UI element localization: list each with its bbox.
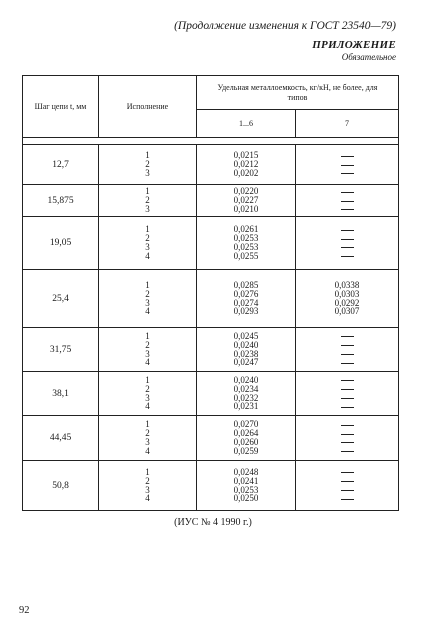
dash-mark bbox=[296, 385, 398, 394]
dash-glyph bbox=[341, 161, 354, 170]
value-1-6-value: 0,0285 bbox=[233, 279, 259, 290]
value-1-6-value: 0,0240 bbox=[233, 339, 259, 350]
value-1-6-value: 0,0227 bbox=[233, 195, 259, 206]
dash-glyph bbox=[341, 205, 354, 214]
value-1-6-value: 0,0238 bbox=[233, 348, 259, 359]
dash-mark bbox=[296, 468, 398, 477]
dash-glyph bbox=[341, 243, 354, 252]
version-value: 1 bbox=[145, 466, 150, 477]
value-1-6-value: 0,0215 bbox=[233, 150, 259, 161]
dash-mark bbox=[296, 494, 398, 503]
value-1-6-cell bbox=[197, 328, 296, 372]
pitch-cell: 19,05 bbox=[23, 217, 99, 270]
value-1-6-value: 0,0264 bbox=[233, 428, 259, 439]
value-1-6-cell bbox=[197, 416, 296, 461]
dash-glyph bbox=[341, 430, 354, 439]
version-value: 3 bbox=[145, 203, 150, 214]
page-number: 92 bbox=[19, 605, 30, 616]
version-value: 4 bbox=[145, 357, 150, 368]
version-value: 4 bbox=[145, 445, 150, 456]
continuation-note: (Продолжение изменения к ГОСТ 23540—79) bbox=[174, 20, 396, 32]
value-7-cell bbox=[296, 185, 399, 217]
version-value: 4 bbox=[145, 493, 150, 504]
pitch-cell: 31,75 bbox=[23, 328, 99, 372]
version-value: 2 bbox=[145, 428, 150, 439]
version-value: 4 bbox=[145, 401, 150, 412]
dash-glyph bbox=[341, 341, 354, 350]
version-value: 2 bbox=[145, 339, 150, 350]
value-1-6-value: 0,0261 bbox=[233, 224, 259, 235]
dash-glyph bbox=[341, 376, 354, 385]
value-1-6-value: 0,0255 bbox=[233, 250, 259, 261]
dash-glyph bbox=[341, 394, 354, 403]
pitch-cell: 12,7 bbox=[23, 145, 99, 185]
dash-mark bbox=[296, 196, 398, 205]
table-row bbox=[23, 217, 399, 270]
col-header-pitch: Шаг цепи t, мм bbox=[23, 76, 99, 138]
version-value: 1 bbox=[145, 150, 150, 161]
value-1-6-value: 0,0220 bbox=[233, 186, 259, 197]
dash-mark bbox=[296, 160, 398, 169]
value-1-6-value: 0,0248 bbox=[233, 466, 259, 477]
pitch-cell: 38,1 bbox=[23, 372, 99, 416]
metal-intensity-table bbox=[22, 75, 399, 511]
version-value: 2 bbox=[145, 383, 150, 394]
value-7-cell bbox=[296, 416, 399, 461]
dash-mark bbox=[296, 438, 398, 447]
dash-mark bbox=[296, 341, 398, 350]
value-1-6-value: 0,0270 bbox=[233, 419, 259, 430]
value-1-6-value: 0,0241 bbox=[233, 475, 259, 486]
footer-note: (ИУС № 4 1990 г.) bbox=[174, 517, 252, 528]
version-value: 2 bbox=[145, 159, 150, 170]
pitch-cell: 25,4 bbox=[23, 270, 99, 328]
value-1-6-value: 0,0247 bbox=[233, 357, 259, 368]
value-1-6-cell bbox=[197, 372, 296, 416]
value-1-6-value: 0,0240 bbox=[233, 374, 259, 385]
version-value: 2 bbox=[145, 288, 150, 299]
value-1-6-value: 0,0210 bbox=[233, 203, 259, 214]
dash-mark bbox=[296, 376, 398, 385]
version-value: 1 bbox=[145, 330, 150, 341]
value-1-6-value: 0,0231 bbox=[233, 401, 259, 412]
value-1-6-cell bbox=[197, 145, 296, 185]
pitch-cell: 15,875 bbox=[23, 185, 99, 217]
value-7-cell bbox=[296, 145, 399, 185]
value-7-cell bbox=[296, 328, 399, 372]
value-1-6-cell bbox=[197, 270, 296, 328]
dash-mark bbox=[296, 429, 398, 438]
dash-glyph bbox=[341, 468, 354, 477]
dash-glyph bbox=[341, 235, 354, 244]
dash-mark bbox=[296, 358, 398, 367]
dash-mark bbox=[296, 151, 398, 160]
value-7-value: 0,0338 bbox=[334, 279, 360, 290]
dash-mark bbox=[296, 234, 398, 243]
table-row bbox=[23, 185, 399, 217]
dash-mark bbox=[296, 252, 398, 261]
version-cell bbox=[99, 270, 197, 328]
value-7-value: 0,0292 bbox=[334, 297, 360, 308]
col-header-type-7: 7 bbox=[296, 110, 399, 138]
dash-glyph bbox=[341, 350, 354, 359]
pitch-cell: 44,45 bbox=[23, 416, 99, 461]
dash-glyph bbox=[341, 226, 354, 235]
appendix-title: ПРИЛОЖЕНИЕ bbox=[312, 39, 396, 51]
value-7-value: 0,0303 bbox=[334, 288, 360, 299]
table-row bbox=[23, 416, 399, 461]
version-value: 3 bbox=[145, 297, 150, 308]
col-header-type-1-6: 1...6 bbox=[197, 110, 296, 138]
dash-mark bbox=[296, 187, 398, 196]
pitch-cell: 50,8 bbox=[23, 461, 99, 511]
value-1-6-value: 0,0276 bbox=[233, 288, 259, 299]
value-7-cell bbox=[296, 372, 399, 416]
version-cell bbox=[99, 217, 197, 270]
value-1-6-value: 0,0293 bbox=[233, 306, 259, 317]
version-cell bbox=[99, 461, 197, 511]
version-cell bbox=[99, 416, 197, 461]
dash-glyph bbox=[341, 486, 354, 495]
value-1-6-value: 0,0234 bbox=[233, 383, 259, 394]
dash-mark bbox=[296, 169, 398, 178]
table-row bbox=[23, 328, 399, 372]
value-1-6-cell bbox=[197, 461, 296, 511]
value-1-6-cell bbox=[197, 185, 296, 217]
version-value: 1 bbox=[145, 374, 150, 385]
value-1-6-value: 0,0250 bbox=[233, 493, 259, 504]
version-cell bbox=[99, 185, 197, 217]
value-1-6-cell bbox=[197, 217, 296, 270]
version-value: 1 bbox=[145, 419, 150, 430]
version-value: 1 bbox=[145, 224, 150, 235]
version-value: 3 bbox=[145, 392, 150, 403]
version-value: 3 bbox=[145, 242, 150, 252]
version-value: 4 bbox=[145, 306, 150, 317]
value-1-6-value: 0,0245 bbox=[233, 330, 259, 341]
dash-glyph bbox=[341, 359, 354, 368]
dash-glyph bbox=[341, 197, 354, 206]
col-header-metal-group: Удельная металлоемкость, кг/кН, не более, для типов bbox=[197, 76, 399, 110]
dash-mark bbox=[296, 394, 398, 403]
value-1-6-value: 0,0232 bbox=[233, 392, 259, 403]
dash-mark bbox=[296, 225, 398, 234]
version-cell bbox=[99, 145, 197, 185]
dash-glyph bbox=[341, 477, 354, 486]
value-1-6-value: 0,0212 bbox=[233, 159, 259, 170]
col-header-version: Исполнение bbox=[99, 76, 197, 138]
dash-glyph bbox=[341, 332, 354, 341]
version-value: 3 bbox=[145, 437, 150, 447]
dash-glyph bbox=[341, 169, 354, 178]
table-row bbox=[23, 461, 399, 511]
version-value: 3 bbox=[145, 167, 150, 178]
dash-mark bbox=[296, 205, 398, 214]
dash-mark bbox=[296, 447, 398, 456]
appendix-status: Обязательное bbox=[341, 52, 396, 62]
table-row bbox=[23, 145, 399, 185]
dash-glyph bbox=[341, 385, 354, 394]
version-value: 3 bbox=[145, 348, 150, 359]
dash-mark bbox=[296, 477, 398, 486]
dash-mark bbox=[296, 420, 398, 429]
version-value: 2 bbox=[145, 195, 150, 206]
value-1-6-value: 0,0253 bbox=[233, 242, 259, 252]
version-value: 2 bbox=[145, 475, 150, 486]
version-value: 1 bbox=[145, 279, 150, 290]
value-7-cell bbox=[296, 217, 399, 270]
value-7-cell bbox=[296, 461, 399, 511]
dash-glyph bbox=[341, 152, 354, 161]
version-value: 1 bbox=[145, 186, 150, 197]
table-body bbox=[23, 145, 399, 511]
value-1-6-value: 0,0260 bbox=[233, 437, 259, 447]
dash-mark bbox=[296, 332, 398, 341]
dash-mark bbox=[296, 486, 398, 495]
value-1-6-value: 0,0253 bbox=[233, 233, 259, 244]
dash-glyph bbox=[341, 421, 354, 430]
table-row bbox=[23, 270, 399, 328]
version-cell bbox=[99, 372, 197, 416]
dash-glyph bbox=[341, 447, 354, 456]
dash-glyph bbox=[341, 438, 354, 447]
version-value: 2 bbox=[145, 233, 150, 244]
value-1-6-value: 0,0259 bbox=[233, 445, 259, 456]
value-1-6-value: 0,0253 bbox=[233, 484, 259, 495]
dash-mark bbox=[296, 350, 398, 359]
value-1-6-value: 0,0274 bbox=[233, 297, 259, 308]
dash-glyph bbox=[341, 252, 354, 261]
header-gap bbox=[23, 138, 399, 145]
dash-mark bbox=[296, 243, 398, 252]
value-7-cell bbox=[296, 270, 399, 328]
dash-glyph bbox=[341, 403, 354, 412]
value-1-6-value: 0,0202 bbox=[233, 167, 259, 178]
dash-glyph bbox=[341, 188, 354, 197]
value-7-value: 0,0307 bbox=[334, 306, 360, 317]
table-row bbox=[23, 372, 399, 416]
version-cell bbox=[99, 328, 197, 372]
dash-glyph bbox=[341, 495, 354, 504]
version-value: 4 bbox=[145, 250, 150, 261]
version-value: 3 bbox=[145, 484, 150, 495]
dash-mark bbox=[296, 402, 398, 411]
